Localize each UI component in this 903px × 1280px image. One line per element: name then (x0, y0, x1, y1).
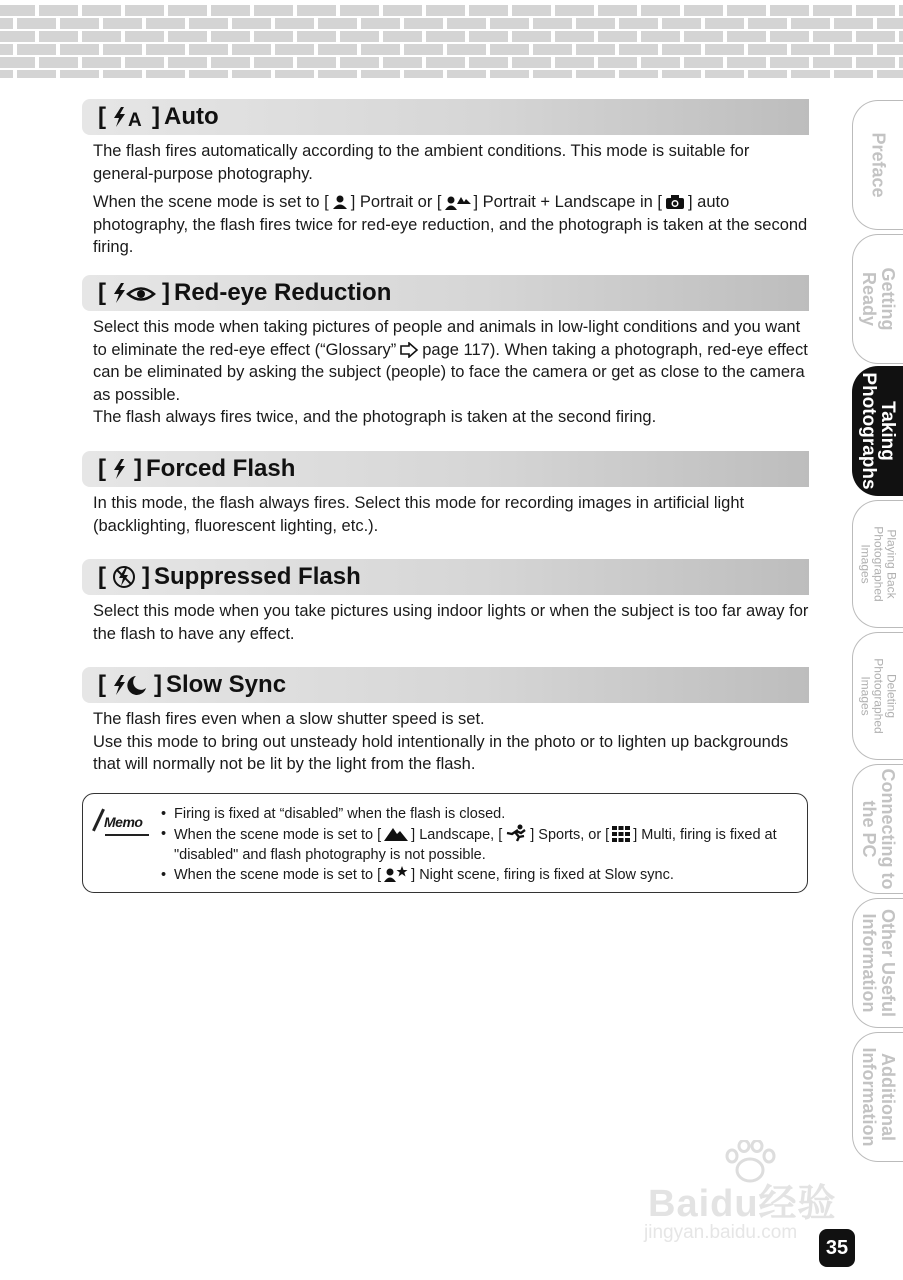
paragraph: Select this mode when taking pictures of people and animals in low-light conditions and you want to eliminate the red-eye effect (“Glossary” page 117). When taking a photograph, red-eye effect can be eliminated by asking the subject (people) to face the camera or get as close to the camera as possible. The flash always fires twice, and the photograph is taken at the second firing. (93, 318, 808, 426)
section-title: Slow Sync (166, 671, 287, 698)
tab-other-useful-information[interactable]: Other Useful Information (852, 898, 903, 1028)
flash-red-eye-icon (112, 282, 156, 304)
paragraph: Select this mode when you take pictures using indoor lights or when the subject is too far away for the flash to have any effect. (93, 602, 809, 643)
paragraph: The flash fires even when a slow shutter speed is set. Use this mode to bring out unsteady hold intentionally in the photo or to lighten up backgrounds that will normally not be lit by the light from the flash. (93, 710, 789, 773)
section-header-forced-flash: [ ] Forced Flash (82, 451, 809, 487)
flash-off-icon (112, 565, 136, 589)
section-header-suppressed-flash: [ ] Suppressed Flash (82, 559, 809, 595)
tab-additional-information[interactable]: Additional Information (852, 1032, 903, 1162)
section-title: Red-eye Reduction (174, 279, 392, 306)
section-header-auto: [ A ] Auto (82, 99, 809, 135)
section-title: Auto (164, 103, 219, 130)
page-number: 35 (819, 1229, 855, 1267)
svg-text:A: A (128, 110, 142, 128)
tab-playing-back[interactable]: Playing Back Photographed Images (852, 500, 903, 628)
watermark: Baidu经验 jingyan.baidu.com (640, 1140, 850, 1250)
portrait-icon (332, 194, 348, 210)
memo-item: • When the scene mode is set to [ ] Landscape, [ ] Sports, or [ ] Multi, firing is fixed at "disabled" and flash photography is not possible. (161, 824, 801, 865)
memo-logo: Memo (95, 808, 147, 838)
tab-preface[interactable]: Preface (852, 100, 903, 230)
section-title: Forced Flash (146, 455, 296, 482)
landscape-icon (384, 826, 408, 842)
pencil-icon (92, 808, 105, 831)
flash-slow-sync-icon (112, 674, 148, 696)
memo-list (161, 804, 801, 885)
paragraph: When the scene mode is set to [ ] Portrait or [ ] Portrait + Landscape in [ ] auto photography, the flash fires twice for red-eye reduction, and the photograph is taken at the second firing. (93, 193, 808, 256)
sports-icon (505, 824, 527, 842)
paragraph: In this mode, the flash always fires. Select this mode for recording images in artificial light (backlighting, fluorescent lighting, etc.). (93, 494, 745, 535)
tab-getting-ready[interactable]: Getting Ready (852, 234, 903, 364)
portrait-landscape-icon (445, 194, 471, 210)
memo-box (82, 793, 808, 893)
brick-pattern-header (0, 0, 903, 78)
flash-auto-icon (112, 106, 146, 128)
camera-icon (665, 194, 685, 210)
tab-taking-photographs[interactable]: Taking Photographs (852, 366, 903, 496)
flash-forced-icon (112, 458, 128, 480)
memo-item: • Firing is fixed at “disabled” when the flash is closed. (161, 804, 801, 824)
memo-item: • When the scene mode is set to [ ] Night scene, firing is fixed at Slow sync. (161, 865, 801, 885)
night-scene-icon (384, 865, 408, 882)
section-title: Suppressed Flash (154, 563, 361, 590)
section-header-red-eye-reduction: [ ] Red-eye Reduction (82, 275, 809, 311)
paragraph: The flash fires automatically according to the ambient conditions. This mode is suitable for general-purpose photography. (93, 142, 750, 183)
arrow-right-icon (399, 342, 419, 358)
tab-connecting-to-pc[interactable]: Connecting to the PC (852, 764, 903, 894)
section-header-slow-sync: [ ] Slow Sync (82, 667, 809, 703)
multi-icon (612, 826, 630, 842)
tab-deleting[interactable]: Deleting Photographed Images (852, 632, 903, 760)
